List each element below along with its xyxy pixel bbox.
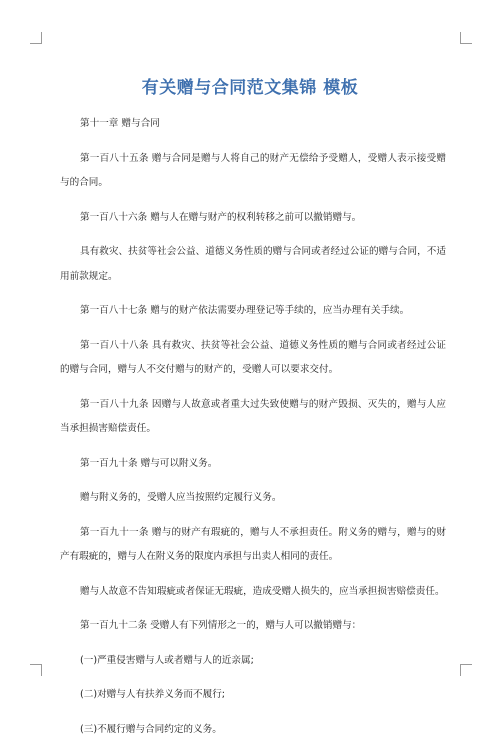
crop-mark-bottom-right — [460, 664, 472, 676]
crop-mark-top-right — [460, 32, 472, 44]
article-190-clause: 赠与附义务的，受赠人应当按照约定履行义务。 — [80, 492, 282, 503]
document-title: 有关赠与合同范文集锦 模板 — [141, 78, 359, 99]
chapter-heading: 第十一章 赠与合同 — [80, 118, 160, 129]
article-185: 第一百八十五条 赠与合同是赠与人将自己的财产无偿给予受赠人，受赠人表示接受赠与的合同。 — [60, 152, 446, 188]
article-190: 第一百九十条 赠与可以附义务。 — [80, 457, 218, 469]
crop-mark-top-left — [30, 32, 42, 44]
crop-mark-bottom-left — [30, 664, 42, 676]
article-188: 第一百八十八条 具有救灾、扶贫等社会公益、道德义务性质的赠与合同或者经过公证的赠与合同，赠与人不交付赠与的财产的，受赠人可以要求交付。 — [60, 339, 446, 375]
article-186-clause: 具有救灾、扶贫等社会公益、道德义务性质的赠与合同或者经过公证的赠与合同，不适用前款规定。 — [60, 246, 446, 282]
article-192-item-3: (三)不履行赠与合同约定的义务。 — [80, 723, 222, 735]
article-192-item-1: (一)严重侵害赠与人或者赠与人的近亲属; — [80, 654, 254, 666]
article-192: 第一百九十二条 受赠人有下列情形之一的，赠与人可以撤销赠与： — [80, 620, 362, 631]
document-body — [60, 112, 446, 752]
article-186: 第一百八十六条 赠与人在赠与财产的权利转移之前可以撤销赠与。 — [80, 211, 362, 223]
article-189: 第一百八十九条 因赠与人故意或者重大过失致使赠与的财产毁损、灭失的，赠与人应当承担损害赔偿责任。 — [60, 398, 446, 434]
article-187: 第一百八十七条 赠与的财产依法需要办理登记等手续的，应当办理有关手续。 — [80, 305, 410, 316]
article-192-item-2: (二)对赠与人有扶养义务而不履行; — [80, 689, 226, 700]
article-191: 第一百九十一条 赠与的财产有瑕疵的，赠与人不承担责任。附义务的赠与，赠与的财产有瑕疵的，赠与人在附义务的限度内承担与出卖人相同的责任。 — [60, 526, 446, 562]
article-191-clause: 赠与人故意不告知瑕疵或者保证无瑕疵，造成受赠人损失的，应当承担损害赔偿责任。 — [80, 585, 445, 597]
